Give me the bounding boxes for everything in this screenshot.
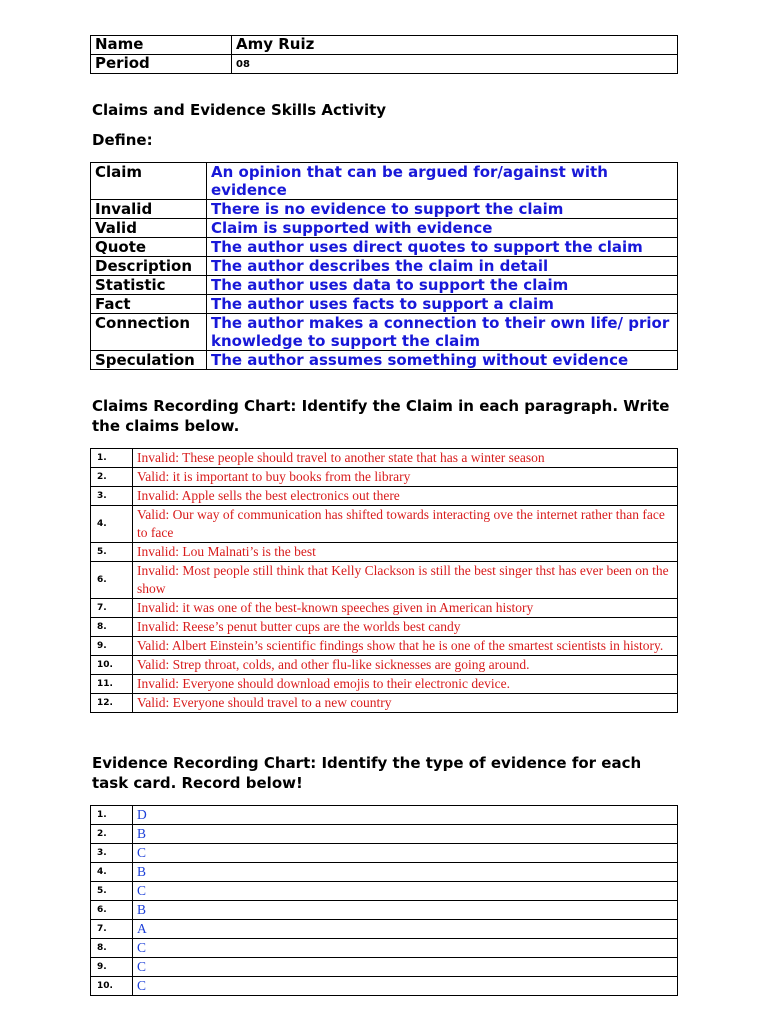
student-info-table (90, 35, 678, 74)
evidence-row (91, 806, 678, 825)
claim-number: 1. (91, 449, 133, 468)
define-label: Define: (92, 131, 153, 149)
claim-number: 9. (91, 637, 133, 656)
definition-text: The author uses direct quotes to support the claim (207, 238, 678, 257)
evidence-answer: A (133, 920, 678, 939)
evidence-answer: B (133, 901, 678, 920)
evidence-number: 1. (91, 806, 133, 825)
claim-number: 5. (91, 543, 133, 562)
claims-recording-table (90, 448, 678, 713)
evidence-answer: C (133, 958, 678, 977)
name-label: Name (91, 36, 232, 55)
definition-term: Fact (91, 295, 207, 314)
evidence-row (91, 958, 678, 977)
claim-text: Invalid: Most people still think that Kelly Clackson is still the best singer thst has ever been on the show (133, 562, 678, 599)
claim-number: 8. (91, 618, 133, 637)
page-title: Claims and Evidence Skills Activity (92, 101, 387, 119)
definition-row (91, 351, 678, 370)
name-value: Amy Ruiz (232, 36, 678, 55)
definition-text: Claim is supported with evidence (207, 219, 678, 238)
evidence-number: 10. (91, 977, 133, 996)
claim-text: Invalid: These people should travel to another state that has a winter season (133, 449, 678, 468)
definition-row (91, 276, 678, 295)
claim-row (91, 449, 678, 468)
evidence-number: 6. (91, 901, 133, 920)
claim-row (91, 637, 678, 656)
definition-row (91, 257, 678, 276)
evidence-answer: C (133, 844, 678, 863)
claim-row (91, 618, 678, 637)
definition-row (91, 200, 678, 219)
evidence-answer: B (133, 825, 678, 844)
name-row (91, 36, 678, 55)
evidence-row (91, 920, 678, 939)
claim-number: 7. (91, 599, 133, 618)
definition-text: An opinion that can be argued for/against with evidence (207, 163, 678, 200)
claim-text: Valid: it is important to buy books from the library (133, 468, 678, 487)
period-value: 08 (232, 55, 678, 74)
definition-text: There is no evidence to support the claim (207, 200, 678, 219)
claim-number: 12. (91, 694, 133, 713)
claim-number: 2. (91, 468, 133, 487)
definition-text: The author uses data to support the claim (207, 276, 678, 295)
evidence-number: 5. (91, 882, 133, 901)
claim-text: Valid: Our way of communication has shifted towards interacting ove the internet rather than face to face (133, 506, 678, 543)
claim-row (91, 694, 678, 713)
evidence-number: 8. (91, 939, 133, 958)
definition-row (91, 219, 678, 238)
period-row (91, 55, 678, 74)
evidence-answer: C (133, 977, 678, 996)
claim-row (91, 599, 678, 618)
claim-text: Invalid: it was one of the best-known speeches given in American history (133, 599, 678, 618)
evidence-number: 2. (91, 825, 133, 844)
definition-term: Description (91, 257, 207, 276)
claim-row (91, 487, 678, 506)
definition-row (91, 314, 678, 351)
claim-text: Invalid: Reese’s penut butter cups are the worlds best candy (133, 618, 678, 637)
claim-row (91, 675, 678, 694)
claim-number: 10. (91, 656, 133, 675)
evidence-row (91, 863, 678, 882)
claim-row (91, 656, 678, 675)
claim-text: Valid: Albert Einstein’s scientific findings show that he is one of the smartest scientists in history. (133, 637, 678, 656)
evidence-answer: C (133, 882, 678, 901)
evidence-answer: C (133, 939, 678, 958)
evidence-answer: B (133, 863, 678, 882)
claims-heading: Claims Recording Chart: Identify the Claim in each paragraph. Write the claims below. (92, 397, 670, 435)
definition-row (91, 295, 678, 314)
evidence-row (91, 901, 678, 920)
definition-term: Speculation (91, 351, 207, 370)
definition-text: The author uses facts to support a claim (207, 295, 678, 314)
definition-term: Invalid (91, 200, 207, 219)
evidence-number: 9. (91, 958, 133, 977)
definition-term: Statistic (91, 276, 207, 295)
definition-term: Valid (91, 219, 207, 238)
definition-row (91, 238, 678, 257)
evidence-number: 4. (91, 863, 133, 882)
claim-number: 6. (91, 562, 133, 599)
claim-row (91, 543, 678, 562)
evidence-row (91, 977, 678, 996)
evidence-row (91, 939, 678, 958)
period-label: Period (91, 55, 232, 74)
evidence-heading: Evidence Recording Chart: Identify the type of evidence for each task card. Record below! (92, 754, 642, 792)
claim-text: Invalid: Apple sells the best electronics out there (133, 487, 678, 506)
claim-number: 4. (91, 506, 133, 543)
claim-row (91, 562, 678, 599)
claim-number: 3. (91, 487, 133, 506)
evidence-answer: D (133, 806, 678, 825)
definition-text: The author describes the claim in detail (207, 257, 678, 276)
evidence-number: 3. (91, 844, 133, 863)
evidence-row (91, 882, 678, 901)
definition-row (91, 163, 678, 200)
definition-text: The author makes a connection to their own life/ prior knowledge to support the claim (207, 314, 678, 351)
claim-number: 11. (91, 675, 133, 694)
evidence-row (91, 825, 678, 844)
definition-term: Quote (91, 238, 207, 257)
definitions-table (90, 162, 678, 370)
evidence-number: 7. (91, 920, 133, 939)
definition-term: Claim (91, 163, 207, 200)
claim-text: Valid: Strep throat, colds, and other flu-like sicknesses are going around. (133, 656, 678, 675)
claim-row (91, 468, 678, 487)
evidence-row (91, 844, 678, 863)
definition-term: Connection (91, 314, 207, 351)
evidence-recording-table (90, 805, 678, 996)
claim-text: Invalid: Everyone should download emojis to their electronic device. (133, 675, 678, 694)
claim-text: Invalid: Lou Malnati’s is the best (133, 543, 678, 562)
claim-text: Valid: Everyone should travel to a new country (133, 694, 678, 713)
definition-text: The author assumes something without evidence (207, 351, 678, 370)
claim-row (91, 506, 678, 543)
